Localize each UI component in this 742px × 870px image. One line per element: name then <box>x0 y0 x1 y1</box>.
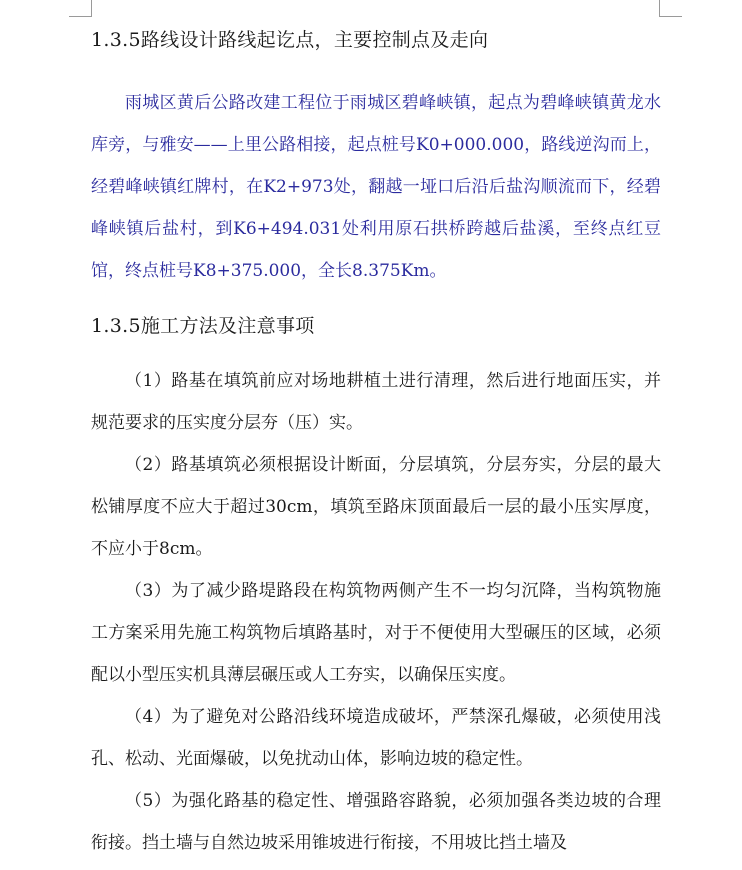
crop-mark-top-right <box>659 0 682 17</box>
section-heading-construction: 1.3.5施工方法及注意事项 <box>91 315 315 337</box>
section-heading-route: 1.3.5路线设计路线起讫点，主要控制点及走向 <box>91 29 489 51</box>
construction-notes-list <box>91 360 661 864</box>
crop-mark-top-left <box>69 0 92 17</box>
construction-note-5: （5）为强化路基的稳定性、增强路容路貌，必须加强各类边坡的合理衔接。挡土墙与自然边坡采用锥坡进行衔接，不用坡比挡土墙及 <box>91 791 661 853</box>
construction-note-3: （3）为了减少路堤路段在构筑物两侧产生不一均匀沉降，当构筑物施工方案采用先施工构筑物后填路基时，对于不便使用大型碾压的区域，必须配以小型压实机具薄层碾压或人工夯实，以确保压实度。 <box>91 581 661 685</box>
construction-note-4: （4）为了避免对公路沿线环境造成破坏，严禁深孔爆破，必须使用浅孔、松动、光面爆破，以免扰动山体，影响边坡的稳定性。 <box>91 707 661 769</box>
route-description-paragraph: 雨城区黄后公路改建工程位于雨城区碧峰峡镇，起点为碧峰峡镇黄龙水库旁，与雅安——上里公路相接，起点桩号K0+000.000，路线逆沟而上，经碧峰峡镇红牌村，在K2+973处，翻越一垭口后沿后盐沟顺流而下，经碧峰峡镇后盐村，到K6+494.031处利用原石拱桥跨越后盐溪，至终点红豆馆，终点桩号K8+375.000，全长8.375Km。 <box>91 93 661 281</box>
construction-note-1: （1）路基在填筑前应对场地耕植土进行清理，然后进行地面压实，并规范要求的压实度分层夯（压）实。 <box>91 371 661 433</box>
construction-note-2: （2）路基填筑必须根据设计断面，分层填筑，分层夯实，分层的最大松铺厚度不应大于超过30cm，填筑至路床顶面最后一层的最小压实厚度，不应小于8cm。 <box>91 455 661 559</box>
document-body <box>91 26 661 864</box>
